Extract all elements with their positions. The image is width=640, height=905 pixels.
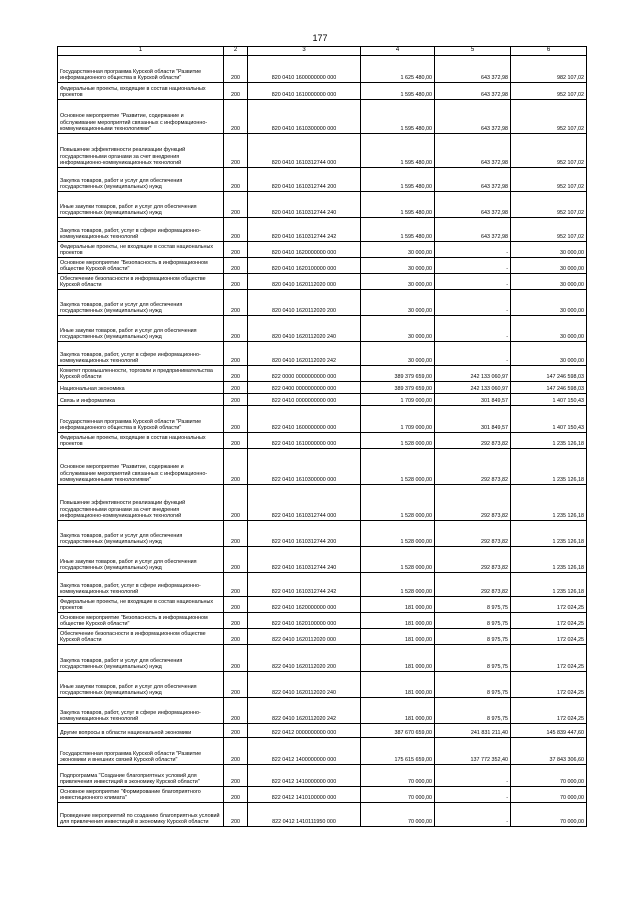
row-name: Федеральные проекты, входящие в состав национальных проектов <box>58 83 224 100</box>
row-amount-col4: 30 000,00 <box>361 316 435 342</box>
row-amount-col5: 643 372,98 <box>435 56 511 83</box>
table-row <box>58 192 587 218</box>
row-classification: 820 0410 1610312744 200 <box>248 168 361 192</box>
row-amount-col4: 1 528 000,00 <box>361 485 435 521</box>
table-row <box>58 290 587 316</box>
row-amount-col4: 389 379 659,00 <box>361 382 435 394</box>
row-amount-col6: 70 000,00 <box>511 803 587 827</box>
row-code: 200 <box>224 672 248 698</box>
row-code: 200 <box>224 485 248 521</box>
row-code: 200 <box>224 787 248 803</box>
row-name: Основное мероприятие "Безопасность в информационном обществе Курской области" <box>58 613 224 629</box>
row-code: 200 <box>224 645 248 672</box>
table-row <box>58 597 587 613</box>
row-code: 200 <box>224 629 248 645</box>
row-amount-col5: 8 975,75 <box>435 698 511 724</box>
table-row <box>58 613 587 629</box>
table-row <box>58 56 587 83</box>
row-amount-col4: 1 595 480,00 <box>361 83 435 100</box>
row-code: 200 <box>224 765 248 787</box>
row-amount-col4: 1 625 480,00 <box>361 56 435 83</box>
table-row <box>58 547 587 573</box>
row-classification: 820 0410 1620100000 000 <box>248 258 361 274</box>
row-amount-col4: 181 000,00 <box>361 698 435 724</box>
row-amount-col4: 181 000,00 <box>361 672 435 698</box>
row-name: Проведение мероприятий по созданию благоприятных условий для привлечения инвестиций в экономику Курской области <box>58 803 224 827</box>
table-row <box>58 698 587 724</box>
row-amount-col4: 70 000,00 <box>361 765 435 787</box>
row-code: 200 <box>224 56 248 83</box>
row-amount-col5: 643 372,98 <box>435 168 511 192</box>
row-name: Обеспечение безопасности в информационном обществе Курской области <box>58 629 224 645</box>
row-amount-col4: 181 000,00 <box>361 629 435 645</box>
row-amount-col5: 292 873,82 <box>435 521 511 547</box>
budget-execution-table <box>57 46 587 827</box>
table-header-row <box>58 47 587 56</box>
row-code: 200 <box>224 242 248 258</box>
row-name: Федеральные проекты, не входящие в состав национальных проектов <box>58 242 224 258</box>
row-amount-col6: 172 024,25 <box>511 629 587 645</box>
row-amount-col6: 1 235 126,18 <box>511 547 587 573</box>
row-code: 200 <box>224 573 248 597</box>
column-header: 4 <box>361 47 435 56</box>
row-classification: 822 0410 1610312744 200 <box>248 521 361 547</box>
column-header: 2 <box>224 47 248 56</box>
row-code: 200 <box>224 803 248 827</box>
row-classification: 822 0412 1410100000 000 <box>248 787 361 803</box>
row-amount-col6: 30 000,00 <box>511 274 587 290</box>
row-code: 200 <box>224 274 248 290</box>
row-classification: 822 0412 1410000000 000 <box>248 765 361 787</box>
row-amount-col4: 389 379 659,00 <box>361 366 435 382</box>
row-amount-col5: 241 831 211,40 <box>435 724 511 738</box>
row-amount-col4: 1 595 480,00 <box>361 192 435 218</box>
row-amount-col5: 643 372,98 <box>435 192 511 218</box>
row-amount-col4: 1 595 480,00 <box>361 168 435 192</box>
row-name: Федеральные проекты, не входящие в состав национальных проектов <box>58 597 224 613</box>
row-amount-col6: 952 107,02 <box>511 134 587 168</box>
table-row <box>58 382 587 394</box>
row-amount-col6: 1 407 150,43 <box>511 394 587 406</box>
row-classification: 822 0410 1610312744 000 <box>248 485 361 521</box>
table-row <box>58 406 587 433</box>
row-name: Федеральные проекты, входящие в состав национальных проектов <box>58 433 224 449</box>
row-name: Иные закупки товаров, работ и услуг для обеспечения государственных (муниципальных) нужд <box>58 672 224 698</box>
row-classification: 822 0400 0000000000 000 <box>248 382 361 394</box>
row-name: Иные закупки товаров, работ и услуг для обеспечения государственных (муниципальных) нужд <box>58 192 224 218</box>
row-amount-col6: 70 000,00 <box>511 765 587 787</box>
row-amount-col6: 1 235 126,18 <box>511 573 587 597</box>
row-code: 200 <box>224 738 248 765</box>
row-name: Основное мероприятие "Развитие, содержание и обслуживание мероприятий связанных с информационно-коммуникационными технологиями" <box>58 100 224 134</box>
row-classification: 822 0410 1610312744 242 <box>248 573 361 597</box>
row-code: 200 <box>224 290 248 316</box>
row-name: Закупка товаров, работ, услуг в сфере информационно-коммуникационных технологий <box>58 342 224 366</box>
row-classification: 820 0410 1600000000 000 <box>248 56 361 83</box>
row-classification: 820 0410 1610000000 000 <box>248 83 361 100</box>
row-amount-col6: 145 839 447,60 <box>511 724 587 738</box>
row-amount-col5: - <box>435 242 511 258</box>
row-name: Основное мероприятие "Развитие, содержание и обслуживание мероприятий связанных с информационно-коммуникационными технологиями" <box>58 449 224 485</box>
row-code: 200 <box>224 316 248 342</box>
row-code: 200 <box>224 134 248 168</box>
row-amount-col5: 301 849,57 <box>435 406 511 433</box>
table-row <box>58 168 587 192</box>
row-amount-col6: 1 235 126,18 <box>511 485 587 521</box>
row-name: Основное мероприятие "Безопасность в информационном обществе Курской области" <box>58 258 224 274</box>
row-amount-col4: 181 000,00 <box>361 597 435 613</box>
row-classification: 820 0410 1610312744 242 <box>248 218 361 242</box>
row-amount-col6: 172 024,25 <box>511 597 587 613</box>
row-amount-col4: 1 595 480,00 <box>361 100 435 134</box>
row-classification: 822 0412 1400000000 000 <box>248 738 361 765</box>
row-amount-col4: 70 000,00 <box>361 803 435 827</box>
row-amount-col6: 1 235 126,18 <box>511 449 587 485</box>
row-amount-col6: 172 024,25 <box>511 698 587 724</box>
row-name: Закупка товаров, работ и услуг для обеспечения государственных (муниципальных) нужд <box>58 290 224 316</box>
row-amount-col5: 242 133 060,97 <box>435 366 511 382</box>
row-amount-col4: 1 709 000,00 <box>361 394 435 406</box>
table-row <box>58 433 587 449</box>
row-code: 200 <box>224 597 248 613</box>
row-amount-col6: 952 107,02 <box>511 192 587 218</box>
row-classification: 822 0410 1620112020 242 <box>248 698 361 724</box>
row-code: 200 <box>224 698 248 724</box>
table-row <box>58 738 587 765</box>
row-name: Государственная программа Курской области "Развитие экономики и внешних связей Курской области" <box>58 738 224 765</box>
row-name: Закупка товаров, работ и услуг для обеспечения государственных (муниципальных) нужд <box>58 645 224 672</box>
table-row <box>58 573 587 597</box>
row-amount-col5: 292 873,82 <box>435 449 511 485</box>
table-row <box>58 521 587 547</box>
row-name: Основное мероприятие "Формирование благоприятного инвестиционного климата" <box>58 787 224 803</box>
row-amount-col5: 242 133 060,97 <box>435 382 511 394</box>
row-amount-col6: 1 235 126,18 <box>511 521 587 547</box>
row-name: Другие вопросы в области национальной экономики <box>58 724 224 738</box>
table-row <box>58 218 587 242</box>
row-classification: 822 0410 1610300000 000 <box>248 449 361 485</box>
row-amount-col4: 387 670 659,00 <box>361 724 435 738</box>
table-row <box>58 258 587 274</box>
row-amount-col4: 1 528 000,00 <box>361 547 435 573</box>
row-code: 200 <box>224 192 248 218</box>
row-amount-col5: - <box>435 765 511 787</box>
row-amount-col4: 30 000,00 <box>361 274 435 290</box>
row-code: 200 <box>224 724 248 738</box>
row-code: 200 <box>224 394 248 406</box>
table-row <box>58 787 587 803</box>
column-header: 1 <box>58 47 224 56</box>
row-classification: 822 0410 1600000000 000 <box>248 406 361 433</box>
row-amount-col4: 1 528 000,00 <box>361 573 435 597</box>
row-amount-col6: 1 235 126,18 <box>511 433 587 449</box>
row-classification: 822 0410 1620000000 000 <box>248 597 361 613</box>
row-classification: 822 0412 1410111950 000 <box>248 803 361 827</box>
column-header: 3 <box>248 47 361 56</box>
row-amount-col6: 37 843 306,60 <box>511 738 587 765</box>
row-amount-col6: 147 246 598,03 <box>511 382 587 394</box>
row-name: Закупка товаров, работ, услуг в сфере информационно-коммуникационных технологий <box>58 218 224 242</box>
row-name: Связь и информатика <box>58 394 224 406</box>
row-amount-col6: 147 246 598,03 <box>511 366 587 382</box>
row-amount-col5: - <box>435 803 511 827</box>
table-row <box>58 342 587 366</box>
table-row <box>58 316 587 342</box>
row-name: Закупка товаров, работ, услуг в сфере информационно-коммуникационных технологий <box>58 698 224 724</box>
row-classification: 820 0410 1620112020 240 <box>248 316 361 342</box>
row-classification: 822 0410 1610312744 240 <box>248 547 361 573</box>
row-amount-col5: 8 975,75 <box>435 645 511 672</box>
row-classification: 822 0410 1620112020 240 <box>248 672 361 698</box>
row-amount-col5: - <box>435 274 511 290</box>
row-amount-col6: 30 000,00 <box>511 290 587 316</box>
row-classification: 820 0410 1620112020 242 <box>248 342 361 366</box>
column-header: 6 <box>511 47 587 56</box>
table-row <box>58 765 587 787</box>
row-classification: 822 0410 1620112020 000 <box>248 629 361 645</box>
page-number: 177 <box>312 33 328 43</box>
row-classification: 822 0412 0000000000 000 <box>248 724 361 738</box>
row-name: Обеспечение безопасности в информационном обществе Курской области <box>58 274 224 290</box>
table-row <box>58 485 587 521</box>
row-amount-col6: 172 024,25 <box>511 645 587 672</box>
row-amount-col5: - <box>435 316 511 342</box>
row-amount-col4: 181 000,00 <box>361 645 435 672</box>
row-classification: 822 0410 1620100000 000 <box>248 613 361 629</box>
row-amount-col4: 30 000,00 <box>361 258 435 274</box>
row-amount-col4: 1 528 000,00 <box>361 449 435 485</box>
row-name: Государственная программа Курской области "Развитие информационного общества в Курской области" <box>58 56 224 83</box>
row-amount-col5: - <box>435 787 511 803</box>
row-code: 200 <box>224 342 248 366</box>
row-amount-col5: 292 873,82 <box>435 433 511 449</box>
row-classification: 820 0410 1610300000 000 <box>248 100 361 134</box>
table-row <box>58 134 587 168</box>
row-amount-col5: 643 372,98 <box>435 100 511 134</box>
row-classification: 820 0410 1610312744 240 <box>248 192 361 218</box>
row-name: Подпрограмма "Создание благоприятных условий для привлечения инвестиций в экономику Курской области" <box>58 765 224 787</box>
row-amount-col5: - <box>435 290 511 316</box>
row-amount-col4: 30 000,00 <box>361 290 435 316</box>
row-amount-col4: 1 709 000,00 <box>361 406 435 433</box>
row-name: Закупка товаров, работ и услуг для обеспечения государственных (муниципальных) нужд <box>58 521 224 547</box>
table-row <box>58 366 587 382</box>
row-code: 200 <box>224 406 248 433</box>
row-code: 200 <box>224 218 248 242</box>
table-row <box>58 100 587 134</box>
table-row <box>58 672 587 698</box>
table-row <box>58 803 587 827</box>
row-amount-col6: 30 000,00 <box>511 242 587 258</box>
row-amount-col5: 643 372,98 <box>435 83 511 100</box>
row-amount-col4: 1 595 480,00 <box>361 218 435 242</box>
row-amount-col5: 301 849,57 <box>435 394 511 406</box>
row-classification: 820 0410 1620112020 200 <box>248 290 361 316</box>
row-code: 200 <box>224 547 248 573</box>
row-amount-col6: 952 107,02 <box>511 100 587 134</box>
row-classification: 820 0410 1620000000 000 <box>248 242 361 258</box>
table-row <box>58 274 587 290</box>
row-amount-col4: 30 000,00 <box>361 242 435 258</box>
table-row <box>58 629 587 645</box>
row-amount-col5: 292 873,82 <box>435 485 511 521</box>
row-name: Повышение эффективности реализации функций государственными органами за счет внедрения информационно-коммуникационных технологий <box>58 485 224 521</box>
table-row <box>58 394 587 406</box>
row-amount-col6: 70 000,00 <box>511 787 587 803</box>
row-amount-col4: 30 000,00 <box>361 342 435 366</box>
row-name: Иные закупки товаров, работ и услуг для обеспечения государственных (муниципальных) нужд <box>58 316 224 342</box>
row-amount-col4: 175 615 659,00 <box>361 738 435 765</box>
row-name: Национальная экономика <box>58 382 224 394</box>
row-name: Закупка товаров, работ и услуг для обеспечения государственных (муниципальных) нужд <box>58 168 224 192</box>
row-amount-col5: 8 975,75 <box>435 597 511 613</box>
row-amount-col6: 982 107,02 <box>511 56 587 83</box>
row-amount-col6: 952 107,02 <box>511 218 587 242</box>
row-classification: 822 0000 0000000000 000 <box>248 366 361 382</box>
table-row <box>58 645 587 672</box>
row-amount-col5: 8 975,75 <box>435 672 511 698</box>
row-amount-col4: 1 595 480,00 <box>361 134 435 168</box>
row-amount-col6: 952 107,02 <box>511 83 587 100</box>
row-code: 200 <box>224 258 248 274</box>
row-code: 200 <box>224 433 248 449</box>
row-amount-col5: - <box>435 342 511 366</box>
row-classification: 822 0410 1610000000 000 <box>248 433 361 449</box>
row-amount-col5: 643 372,98 <box>435 134 511 168</box>
row-amount-col5: 292 873,82 <box>435 547 511 573</box>
row-amount-col6: 30 000,00 <box>511 342 587 366</box>
row-amount-col6: 1 407 150,43 <box>511 406 587 433</box>
row-amount-col6: 952 107,02 <box>511 168 587 192</box>
table-row <box>58 724 587 738</box>
row-name: Повышение эффективности реализации функций государственными органами за счет внедрения информационно-коммуникационных технологий <box>58 134 224 168</box>
row-amount-col5: - <box>435 258 511 274</box>
row-amount-col6: 172 024,25 <box>511 672 587 698</box>
row-name: Комитет промышленности, торговли и предпринимательства Курской области <box>58 366 224 382</box>
row-code: 200 <box>224 100 248 134</box>
row-code: 200 <box>224 521 248 547</box>
row-code: 200 <box>224 168 248 192</box>
row-amount-col4: 1 528 000,00 <box>361 521 435 547</box>
row-classification: 822 0410 1620112020 200 <box>248 645 361 672</box>
row-amount-col5: 292 873,82 <box>435 573 511 597</box>
row-name: Государственная программа Курской области "Развитие информационного общества в Курской области" <box>58 406 224 433</box>
row-code: 200 <box>224 366 248 382</box>
row-amount-col5: 137 772 352,40 <box>435 738 511 765</box>
row-name: Иные закупки товаров, работ и услуг для обеспечения государственных (муниципальных) нужд <box>58 547 224 573</box>
row-name: Закупка товаров, работ, услуг в сфере информационно-коммуникационных технологий <box>58 573 224 597</box>
row-code: 200 <box>224 382 248 394</box>
table-row <box>58 83 587 100</box>
row-amount-col6: 30 000,00 <box>511 316 587 342</box>
row-amount-col4: 1 528 000,00 <box>361 433 435 449</box>
row-amount-col6: 30 000,00 <box>511 258 587 274</box>
row-amount-col5: 8 975,75 <box>435 613 511 629</box>
row-amount-col6: 172 024,25 <box>511 613 587 629</box>
row-classification: 822 0410 0000000000 000 <box>248 394 361 406</box>
column-header: 5 <box>435 47 511 56</box>
row-code: 200 <box>224 83 248 100</box>
row-classification: 820 0410 1610312744 000 <box>248 134 361 168</box>
row-code: 200 <box>224 613 248 629</box>
row-amount-col5: 8 975,75 <box>435 629 511 645</box>
row-classification: 820 0410 1620112020 000 <box>248 274 361 290</box>
row-amount-col4: 70 000,00 <box>361 787 435 803</box>
row-amount-col5: 643 372,98 <box>435 218 511 242</box>
row-code: 200 <box>224 449 248 485</box>
row-amount-col4: 181 000,00 <box>361 613 435 629</box>
table-row <box>58 449 587 485</box>
table-row <box>58 242 587 258</box>
